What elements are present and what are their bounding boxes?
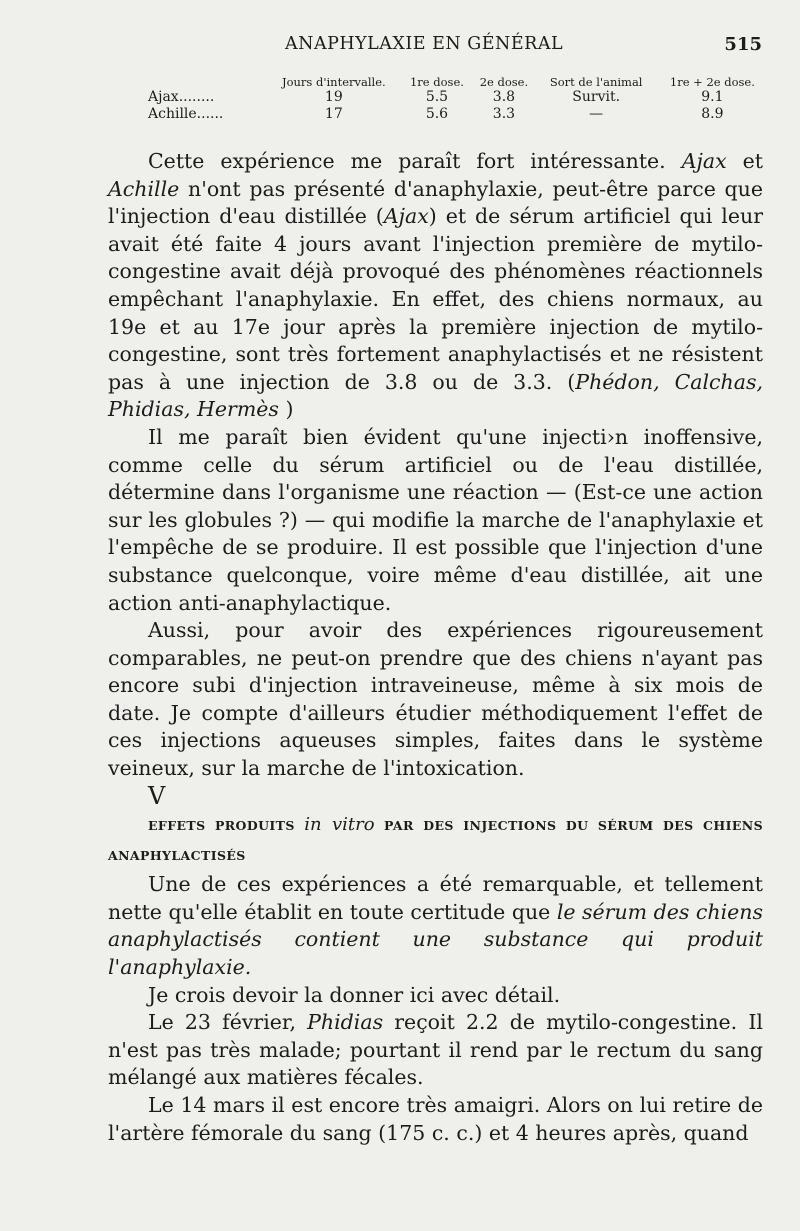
table-header-dose1: 1re dose. [409, 75, 464, 89]
table-header-fate: Sort de l'animal [549, 75, 643, 89]
section-title: EFFETS PRODUITS in vitro PAR DES INJECTIONS DU SÉRUM DES CHIENS ANAPHYLACTISÉS [108, 814, 764, 864]
table-cell-interval: 19 [324, 89, 343, 105]
paragraph-5: Je crois devoir la donner ici avec détail. [148, 982, 561, 1007]
paragraph-2: Il me paraît bien évident qu'une injecti›n inoffensive, comme celle du sérum artificiel ou de l'eau distillée, détermine dans l'organisme une réaction — (Est-ce une action sur les globules ?) — qui modifie la marche de l'anaphylaxie et l'empêche de se produire. Il est possible que l'injection d'une substance quelconque, voire même d'eau distillée, ait une action anti-anaphylactique. [108, 424, 763, 615]
table-header-row [148, 76, 768, 89]
table-cell-interval: 17 [324, 106, 343, 122]
paragraph-6: Le 23 février, Phidias reçoit 2.2 de mytilo-congestine. Il n'est pas très malade; pourtant il rend par le rectum du sang mélangé aux matières fécales. [108, 1010, 763, 1090]
table-cell-dose2: 3.3 [492, 106, 516, 122]
dose-table [148, 76, 768, 123]
table-cell-fate: — [589, 106, 604, 122]
table-header-total: 1re + 2e dose. [669, 75, 755, 89]
table-cell-total: 8.9 [701, 106, 724, 122]
table-row [148, 89, 768, 106]
page-number: 515 [724, 34, 762, 55]
table-cell-name: Ajax........ [148, 89, 215, 105]
table-cell-dose1: 5.6 [425, 106, 449, 122]
section-number: V [148, 781, 166, 810]
paragraph-7: Le 14 mars il est encore très amaigri. Alors on lui retire de l'artère fémorale du sang (175 c. c.) et 4 heures après, quand [108, 1093, 763, 1145]
table-header-interval: Jours d'intervalle. [281, 75, 386, 89]
table-header-name [148, 76, 266, 89]
running-title: ANAPHYLAXIE EN GÉNÉRAL [285, 34, 564, 54]
page-header [0, 30, 800, 60]
paragraph-4: Une de ces expériences a été remarquable, et tellement nette qu'elle établit en toute certitude que le sérum des chiens anaphylactisés contient une substance qui produit l'anaphylaxie. [108, 872, 764, 980]
table-header-dose2: 2e dose. [479, 75, 529, 89]
body-text [108, 148, 763, 1147]
table-row [148, 106, 768, 123]
table-cell-dose1: 5.5 [425, 89, 449, 105]
table-cell-fate: Survit. [572, 89, 621, 105]
table-cell-name: Achille...... [148, 106, 224, 122]
table-cell-dose2: 3.8 [492, 89, 516, 105]
paragraph-1: Cette expérience me paraît fort intéressante. Ajax et Achille n'ont pas présenté d'anaphylaxie, peut-être parce que l'injection d'eau distillée (Ajax) et de sérum artificiel qui leur avait été faite 4 jours avant l'injection première de mytilo-congestine avait déjà provoqué des phénomènes réactionnels empêchant l'anaphylaxie. En effet, des chiens normaux, au 19e et au 17e jour après la première injection de mytilo-congestine, sont très fortement anaphylactisés et ne résistent pas à une injection de 3.8 ou de 3.3. (Phédon, Calchas, Phidias, Hermès ) [108, 149, 763, 422]
table-cell-total: 9.1 [701, 89, 724, 105]
paragraph-3: Aussi, pour avoir des expériences rigoureusement comparables, ne peut-on prendre que des chiens n'ayant pas encore subi d'injection intraveineuse, même à six mois de date. Je compte d'ailleurs étudier méthodiquement l'effet de ces injections aqueuses simples, faites dans le système veineux, sur la marche de l'intoxication. [108, 618, 763, 781]
